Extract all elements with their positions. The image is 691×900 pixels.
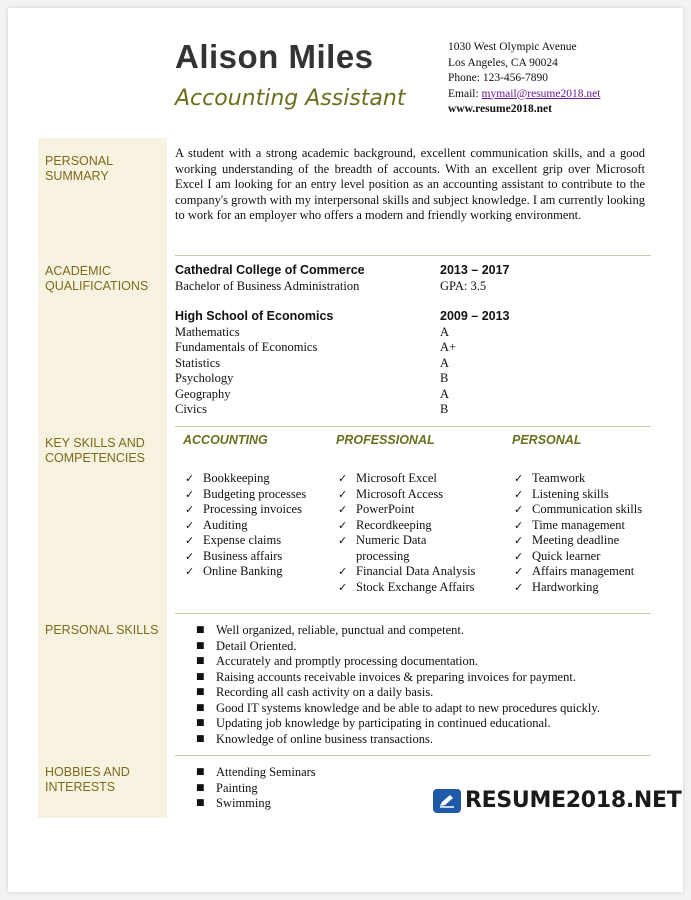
divider — [175, 426, 651, 427]
list-item — [183, 487, 333, 503]
skill-text: Raising accounts receivable invoices & preparing invoices for payment. — [216, 669, 576, 684]
list-item — [512, 549, 662, 565]
subject-grade: A — [440, 386, 450, 401]
check-icon: ✓ — [338, 518, 348, 532]
check-icon: ✓ — [185, 518, 195, 532]
list-item — [512, 471, 662, 487]
check-icon: ✓ — [338, 487, 348, 501]
check-icon: ✓ — [185, 472, 195, 485]
bullet-icon: ■ — [196, 718, 205, 728]
list-item — [183, 533, 333, 549]
list-item — [336, 487, 496, 503]
skill-label: Communication skills — [532, 502, 643, 516]
list-item — [512, 580, 662, 596]
list-item — [196, 796, 316, 812]
skill-label: Auditing — [203, 517, 248, 532]
skill-label: Online Banking — [203, 564, 283, 578]
skill-text: Good IT systems knowledge and be able to adapt to new procedures quickly. — [216, 700, 600, 715]
skill-text: Knowledge of online business transactions. — [216, 731, 433, 746]
check-icon: ✓ — [514, 503, 524, 516]
contact-block — [448, 40, 600, 118]
skill-label: Financial Data Analysis — [356, 564, 476, 578]
list-item — [336, 533, 446, 564]
divider — [175, 613, 651, 614]
school-name: High School of Economics — [175, 309, 334, 323]
skill-label: Budgeting processes — [203, 486, 307, 501]
list-item — [183, 549, 333, 565]
check-icon: ✓ — [185, 503, 195, 516]
email-label: Email: — [448, 87, 482, 100]
skill-label: Time management — [532, 517, 625, 532]
list-item — [512, 502, 662, 518]
list-item — [336, 471, 496, 487]
bullet-icon: ■ — [196, 656, 205, 666]
check-icon: ✓ — [514, 518, 524, 532]
subject-name: Statistics — [175, 355, 221, 370]
divider — [175, 255, 651, 256]
hobby-text: Painting — [216, 780, 258, 795]
subject-name: Fundamentals of Economics — [175, 340, 318, 354]
section-sidebar — [38, 138, 167, 818]
website[interactable]: www.resume2018.net — [448, 103, 552, 115]
skill-label: Microsoft Access — [356, 486, 444, 501]
check-icon: ✓ — [185, 565, 195, 578]
skill-label: Quick learner — [532, 548, 601, 563]
check-icon: ✓ — [514, 472, 524, 485]
list-item — [183, 518, 333, 534]
skills-heading: ACCOUNTING — [183, 433, 268, 447]
subject-grade: B — [440, 402, 449, 416]
check-icon: ✓ — [185, 487, 195, 501]
job-title: Accounting Assistant — [175, 86, 406, 111]
skill-label: Expense claims — [203, 533, 282, 547]
education-entry — [175, 309, 510, 418]
address-line-1: 1030 West Olympic Avenue — [448, 41, 577, 53]
check-icon: ✓ — [338, 565, 348, 578]
list-item — [512, 533, 662, 549]
check-icon: ✓ — [185, 534, 195, 547]
list-item — [196, 765, 316, 781]
bullet-icon: ■ — [196, 702, 205, 713]
bullet-icon: ■ — [196, 671, 205, 682]
address-line-2: Los Angeles, CA 90024 — [448, 56, 558, 69]
subject-grade: A+ — [440, 340, 457, 354]
subject-name: Geography — [175, 386, 231, 401]
skill-label: Meeting deadline — [532, 533, 620, 547]
list-item — [196, 781, 316, 797]
hobby-text: Attending Seminars — [216, 765, 316, 779]
skills-column-professional — [336, 433, 496, 595]
list-item — [183, 502, 333, 518]
list-item — [196, 654, 600, 670]
school-years: 2013 – 2017 — [440, 263, 510, 277]
check-icon: ✓ — [338, 580, 348, 594]
skill-label: Affairs management — [532, 564, 635, 578]
phone: Phone: 123-456-7890 — [448, 72, 548, 84]
section-label-personal-skills: PERSONAL SKILLS — [45, 623, 159, 637]
list-item — [196, 685, 600, 701]
bullet-icon: ■ — [196, 733, 205, 744]
check-icon: ✓ — [338, 534, 348, 547]
subject-name: Civics — [175, 402, 207, 416]
bullet-icon: ■ — [196, 687, 205, 697]
subject-name: Mathematics — [175, 324, 240, 339]
bullet-icon: ■ — [196, 798, 205, 808]
list-item — [512, 564, 662, 580]
pen-icon — [433, 789, 461, 813]
skill-label: PowerPoint — [356, 502, 415, 516]
list-item — [183, 471, 333, 487]
list-item — [512, 518, 662, 534]
course-grade: GPA: 3.5 — [440, 278, 487, 293]
list-item — [336, 518, 496, 534]
list-item — [336, 502, 496, 518]
skill-text: Updating job knowledge by participating in continued educational. — [216, 716, 551, 730]
skill-text: Well organized, reliable, punctual and competent. — [216, 623, 464, 637]
skills-column-accounting — [183, 433, 333, 580]
check-icon: ✓ — [514, 549, 524, 563]
course-name: Bachelor of Business Administration — [175, 278, 360, 293]
skill-label: Listening skills — [532, 486, 609, 501]
list-item — [196, 732, 600, 748]
personal-skills-list — [196, 623, 600, 747]
list-item — [196, 639, 600, 655]
bullet-icon: ■ — [196, 782, 205, 793]
resume2018-logo — [433, 788, 681, 813]
list-item — [336, 580, 496, 596]
skill-label: Processing invoices — [203, 502, 302, 516]
skills-heading: PERSONAL — [512, 433, 582, 447]
list-item — [196, 701, 600, 717]
skill-text: Detail Oriented. — [216, 638, 297, 653]
skill-label: Bookkeeping — [203, 471, 270, 485]
education-entry — [175, 263, 510, 294]
check-icon: ✓ — [514, 565, 524, 578]
list-item — [196, 623, 600, 639]
list-item — [336, 564, 496, 580]
section-label-academic: ACADEMIC QUALIFICATIONS — [45, 264, 149, 293]
subject-grade: A — [440, 324, 450, 339]
school-years: 2009 – 2013 — [440, 309, 510, 323]
list-item — [512, 487, 662, 503]
section-label-hobbies: HOBBIES AND INTERESTS — [45, 765, 130, 794]
check-icon: ✓ — [514, 487, 524, 501]
check-icon: ✓ — [185, 549, 195, 563]
section-label-summary: PERSONAL SUMMARY — [45, 154, 113, 183]
logo-text: RESUME2018.NET — [465, 788, 682, 813]
skill-label: Business affairs — [203, 548, 283, 563]
subject-grade: A — [440, 355, 450, 370]
school-name: Cathedral College of Commerce — [175, 263, 365, 277]
divider — [175, 755, 651, 756]
skills-heading: PROFESSIONAL — [336, 433, 435, 447]
check-icon: ✓ — [514, 580, 524, 594]
check-icon: ✓ — [514, 534, 524, 547]
email-line — [448, 87, 600, 103]
skill-text: Accurately and promptly processing documentation. — [216, 654, 479, 668]
subject-name: Psychology — [175, 371, 234, 385]
list-item — [196, 670, 600, 686]
list-item — [183, 564, 333, 580]
check-icon: ✓ — [338, 503, 348, 516]
bullet-icon: ■ — [196, 625, 205, 635]
bullet-icon: ■ — [196, 640, 205, 651]
skills-column-personal — [512, 433, 662, 595]
section-label-skills: KEY SKILLS AND COMPETENCIES — [45, 436, 146, 465]
hobby-text: Swimming — [216, 796, 271, 810]
hobbies-list — [196, 765, 316, 812]
skill-label: Teamwork — [532, 471, 586, 485]
skill-label: Microsoft Excel — [356, 471, 437, 485]
skill-label: Recordkeeping — [356, 517, 432, 532]
skill-label: Stock Exchange Affairs — [356, 579, 475, 594]
check-icon: ✓ — [338, 472, 348, 485]
skill-label: Hardworking — [532, 579, 599, 594]
candidate-name: Alison Miles — [175, 38, 374, 75]
list-item — [196, 716, 600, 732]
email-link[interactable]: mymail@resume2018.net — [481, 87, 601, 100]
bullet-icon: ■ — [196, 767, 205, 777]
subject-grade: B — [440, 371, 449, 385]
skill-text: Recording all cash activity on a daily basis. — [216, 685, 434, 699]
skill-label: Numeric Data processing — [356, 533, 427, 563]
summary-text: A student with a strong academic background, excellent communication skills, and a good working understanding of the breadth of accounts. With an excellent grip over Microsoft Excel I am looking for an entry level position as an accounting assistant to contribute to the company's growth with my interpersonal skills and subject knowledge. I am currently looking to work for an employer who offers a modern and friendly working environment. — [175, 146, 645, 222]
